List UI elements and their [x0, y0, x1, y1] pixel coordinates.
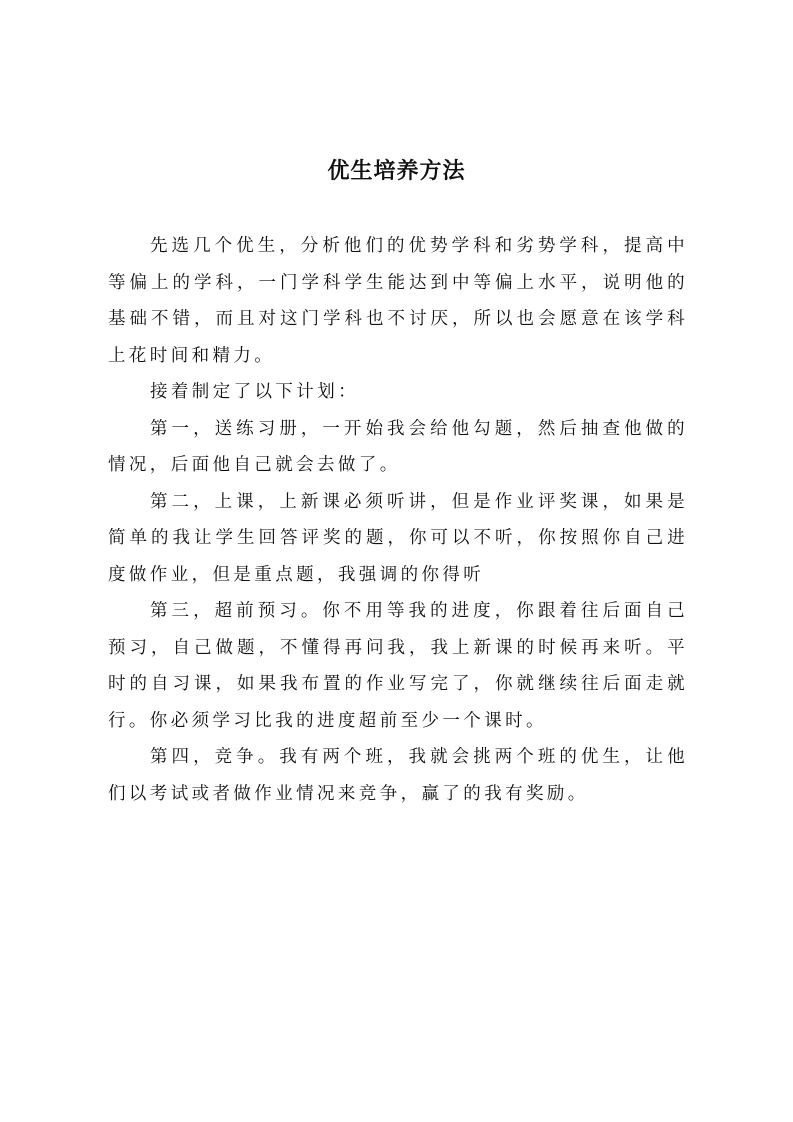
document-title: 优生培养方法 [327, 159, 466, 184]
document-body [108, 228, 688, 812]
paragraph-step-3: 第三，超前预习。你不用等我的进度，你跟着往后面自己预习，自己做题，不懂得再问我，我上新课的时候再来听。平时的自习课，如果我布置的作业写完了，你就继续往后面走就行。你必须学习比我的进度超前至少一个课时。 [108, 601, 688, 731]
paragraph-step-1: 第一，送练习册，一开始我会给他勾题，然后抽查他做的情况，后面他自己就会去做了。 [108, 418, 688, 475]
paragraph-step-2: 第二，上课，上新课必须听讲，但是作业评奖课，如果是简单的我让学生回答评奖的题，你可以不听，你按照你自己进度做作业，但是重点题，我强调的你得听 [108, 491, 688, 585]
paragraph-intro: 先选几个优生，分析他们的优势学科和劣势学科，提高中等偏上的学科，一门学科学生能达到中等偏上水平，说明他的基础不错，而且对这门学科也不讨厌，所以也会愿意在该学科上花时间和精力。 [108, 236, 688, 366]
paragraph-plan-heading: 接着制定了以下计划： [150, 382, 359, 402]
paragraph-step-4: 第四，竞争。我有两个班，我就会挑两个班的优生，让他们以考试或者做作业情况来竞争，赢了的我有奖励。 [108, 747, 688, 804]
